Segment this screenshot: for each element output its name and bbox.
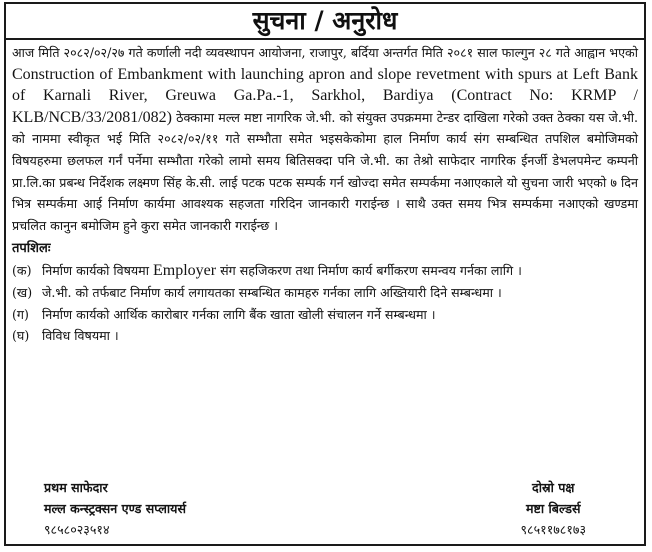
body-intro: आज मिति २०८२/०२/२७ गते कर्णाली नदी व्यवस्थापन आयोजना, राजापुर, बर्दिया अन्तर्गत मिति २०८१ साल फाल्गुन २८ गते आह्वान भएको: [12, 45, 638, 60]
second-party-block: [521, 477, 587, 540]
details-item-gha: [12, 325, 638, 347]
details-item-mark: (घ): [12, 328, 30, 344]
first-partner-label: प्रथम साफेदार: [44, 480, 108, 495]
details-item-text-end: संग सहजिकरण तथा निर्माण कार्य बर्गीकरण समन्वय गर्नका लागि ।: [220, 263, 522, 279]
details-label: तपशिलः: [12, 241, 51, 257]
second-party-name: मष्टा बिल्डर्स: [525, 501, 581, 516]
body-main: ठेक्कामा मल्ल मष्टा नागरिक जे.भी. को संयुक्त उपक्रममा टेन्डर दाखिला गरेको उक्त ठेक्का यस जे.भी. को नाममा स्वीकृत भई मिति २०८२/०२/११ गते सम्भौता समेत भइसकेकोमा हाल निर्माण कार्य संग सम्बन्धित तपशिल बमोजिमको विषयहरुमा छलफल गर्नं पर्नेमा सम्भौता गरेको लामो समय बितिसक्दा पनि जे.भी. का तेश्रो साफेदार नागरिक ईनर्जी डेभलपमेन्ट कम्पनी प्रा.लि.का प्रबन्ध निर्देशक लक्ष्मण सिंह के.सी. लाई पटक पटक सम्पर्क गर्न खोज्दा समेत सम्पर्कमा नआएकाले यो सुचना जारी भएको ७ दिन भित्र सम्पर्कमा आई निर्माण कार्यमा आवश्यक सहजता गरिदिन जानकारी गराईन्छ । साथै उक्त समय भित्र सम्पर्कमा नआएको खण्डमा प्रचलित कानुन बमोजिम हुने कुरा समेत जानकारी गराईन्छ ।: [12, 109, 638, 233]
details-item-mark: (ख): [12, 284, 33, 300]
first-partner-name: मल्ल कन्स्ट्रक्सन एण्ड सप्लायर्स: [44, 501, 186, 516]
details-list: [6, 260, 644, 346]
details-item-kha: [12, 282, 638, 304]
details-item-text: जे.भी. को तर्फबाट निर्माण कार्य लगायतका सम्बन्धित कामहरु गर्नका लागि अख्तियारी दिने सम्बन्धमा ।: [42, 284, 502, 300]
details-item-ka: [12, 260, 638, 282]
details-item-mark: (क): [12, 263, 32, 279]
second-party-phone: ९८५११७८१७३: [520, 522, 586, 537]
contract-title: Construction of Embankment with launching apron and slope revetment with spurs at Left Bank of Karnali River, Greuwa Ga.Pa.-1, Sarkhol, Bardiya (Contract No: KRMP / KLB/NCB/33/2081/082): [12, 65, 638, 126]
details-item-text: विविध विषयमा ।: [42, 328, 119, 344]
notice-body: [6, 40, 644, 236]
details-item-text: निर्माण कार्यको आर्थिक कारोबार गर्नका लागि बैंक खाता खोली संचालन गर्ने सम्बन्धमा ।: [42, 306, 436, 322]
notice-title: सुचना / अनुरोध: [6, 4, 644, 40]
details-item-latin: Employer: [152, 262, 217, 280]
details-item-mark: (ग): [12, 306, 29, 322]
signature-section: [6, 477, 644, 540]
second-party-label: दोस्रो पक्ष: [532, 480, 575, 495]
details-item-text: निर्माण कार्यको विषयमा: [42, 263, 149, 279]
first-partner-block: [44, 477, 186, 540]
details-item-ga: [12, 304, 638, 326]
first-partner-phone: ९८५८०२३५१४: [44, 522, 110, 537]
notice-frame: [4, 2, 646, 546]
